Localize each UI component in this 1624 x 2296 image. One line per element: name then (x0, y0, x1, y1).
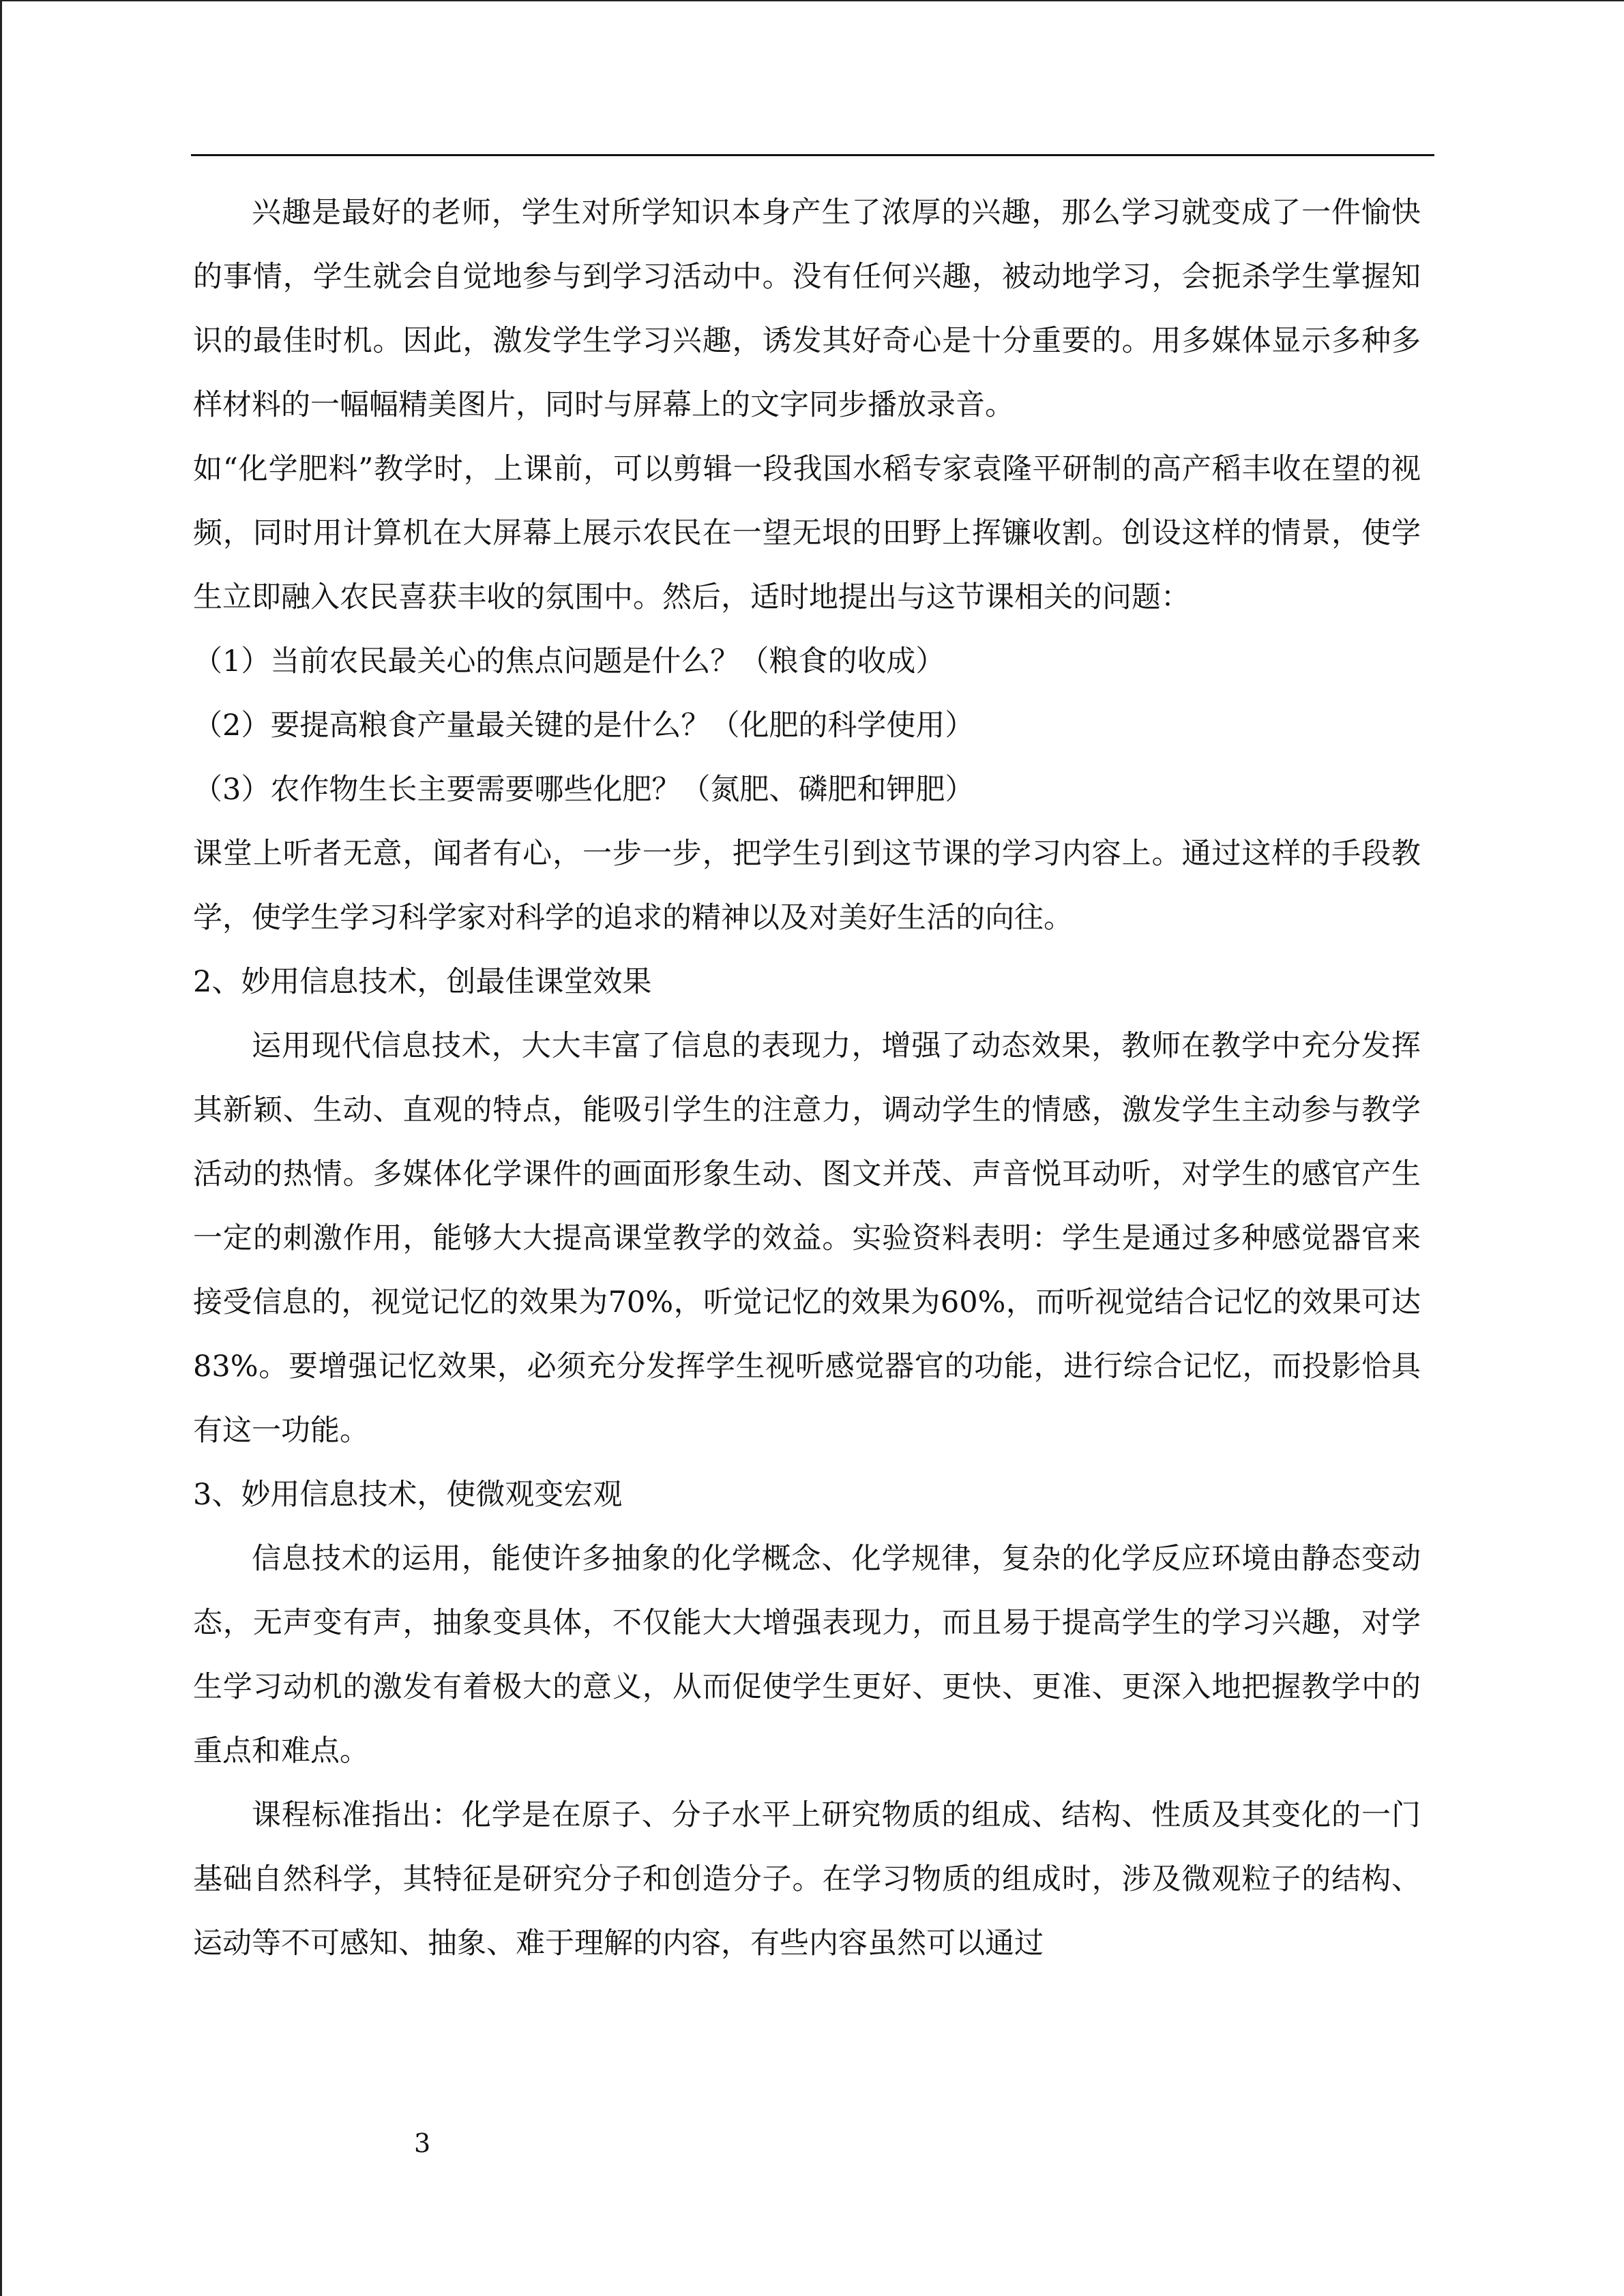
paragraph-guidance: 课堂上听者无意，闻者有心，一步一步，把学生引到这节课的学习内容上。通过这样的手段教学，使学生学习科学家对科学的追求的精神以及对美好生活的向往。 (193, 837, 1421, 935)
paragraph-curriculum-standard: 课程标准指出：化学是在原子、分子水平上研究物质的组成、结构、性质及其变化的一门基础自然科学，其特征是研究分子和创造分子。在学习物质的组成时，涉及微观粒子的结构、运动等不可感知、抽象、难于理解的内容，有些内容虽然可以通过 (193, 1798, 1421, 1960)
paragraph-interest: 兴趣是最好的老师，学生对所学知识本身产生了浓厚的兴趣，那么学习就变成了一件愉快的事情，学生就会自觉地参与到学习活动中。没有任何兴趣，被动地学习，会扼杀学生掌握知识的最佳时机。因此，激发学生学习兴趣，诱发其好奇心是十分重要的。用多媒体显示多种多样材料的一幅幅精美图片，同时与屏幕上的文字同步播放录音。 (193, 196, 1421, 422)
paragraph-classroom-effect: 运用现代信息技术，大大丰富了信息的表现力，增强了动态效果，教师在教学中充分发挥其新颖、生动、直观的特点，能吸引学生的注意力，调动学生的情感，激发学生主动参与教学活动的热情。多媒体化学课件的画面形象生动、图文并茂、声音悦耳动听，对学生的感官产生一定的刺激作用，能够大大提高课堂教学的效益。实验资料表明：学生是通过多种感觉器官来接受信息的，视觉记忆的效果为70%，听觉记忆的效果为60%，而听视觉结合记忆的效果可达83%。要增强记忆效果，必须充分发挥学生视听感觉器官的功能，进行综合记忆，而投影恰具有这一功能。 (193, 1029, 1421, 1448)
paragraph-micro-macro: 信息技术的运用，能使许多抽象的化学概念、化学规律，复杂的化学反应环境由静态变动态，无声变有声，抽象变具体，不仅能大大增强表现力，而且易于提高学生的学习兴趣，对学生学习动机的激发有着极大的意义，从而促使学生更好、更快、更准、更深入地把握教学中的重点和难点。 (193, 1542, 1421, 1768)
document-body (193, 181, 1421, 1976)
question-3: （3）农作物生长主要需要哪些化肥？（氮肥、磷肥和钾肥） (193, 773, 975, 807)
page-number: 3 (414, 2128, 431, 2158)
section-heading-2: 2、妙用信息技术，创最佳课堂效果 (193, 965, 652, 999)
question-2: （2）要提高粮食产量最关键的是什么？（化肥的科学使用） (193, 709, 975, 743)
question-1: （1）当前农民最关心的焦点问题是什么？（粮食的收成） (193, 644, 945, 679)
header-rule (191, 154, 1434, 156)
paragraph-fertilizer-example: 如“化学肥料”教学时，上课前，可以剪辑一段我国水稻专家袁隆平研制的高产稻丰收在望的视频，同时用计算机在大屏幕上展示农民在一望无垠的田野上挥镰收割。创设这样的情景，使学生立即融入农民喜获丰收的氛围中。然后，适时地提出与这节课相关的问题： (193, 452, 1421, 614)
section-heading-3: 3、妙用信息技术，使微观变宏观 (193, 1478, 623, 1512)
